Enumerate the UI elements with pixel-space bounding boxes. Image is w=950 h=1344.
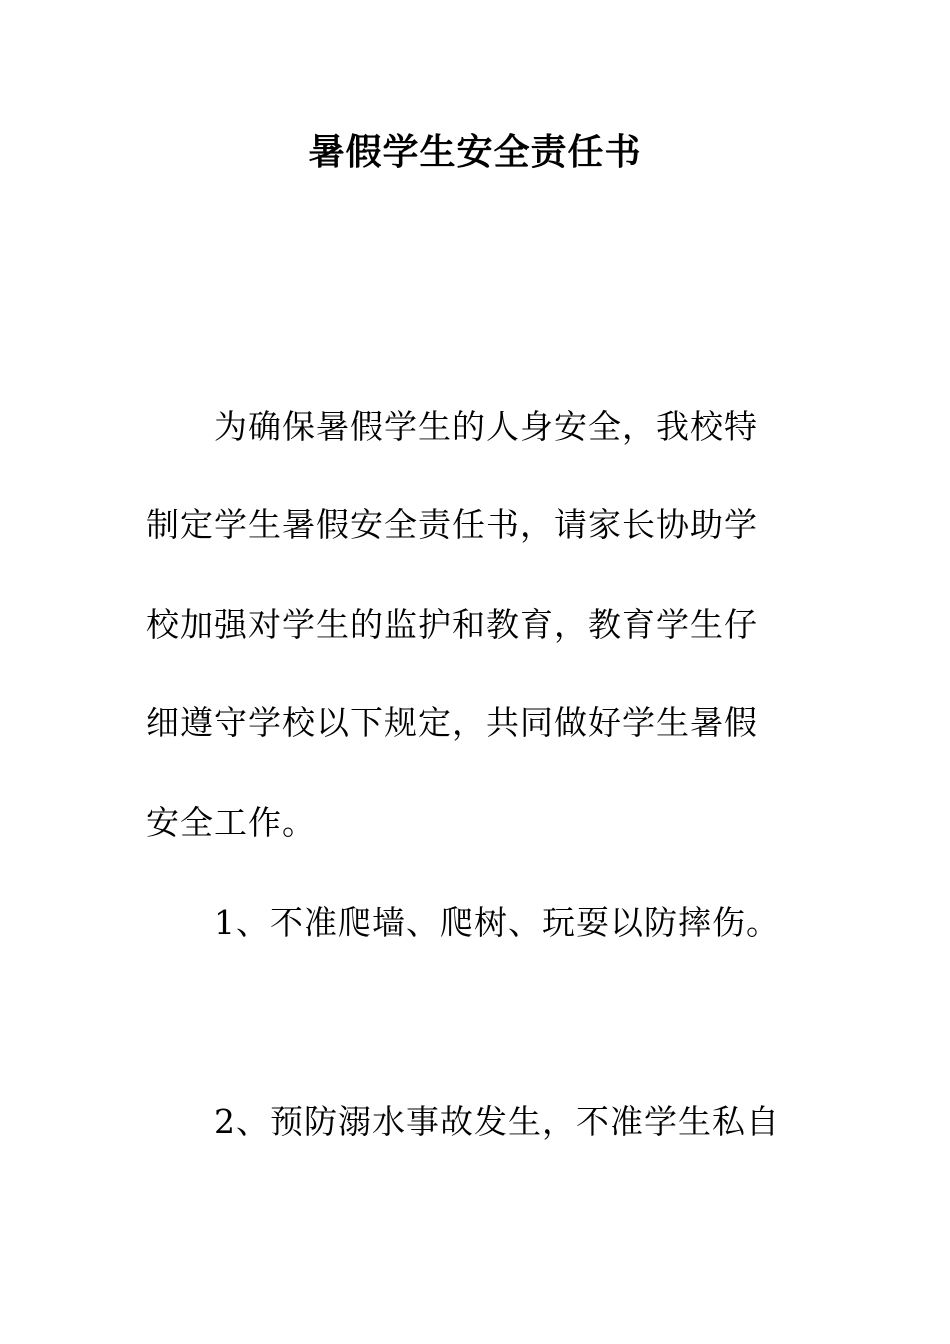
intro-line-1: 为确保暑假学生的人身安全，我校特 xyxy=(214,407,758,446)
document-title: 暑假学生安全责任书 xyxy=(308,132,642,173)
intro-line-3: 校加强对学生的监护和教育，教育学生仔 xyxy=(146,605,758,644)
intro-line-2: 制定学生暑假安全责任书，请家长协助学 xyxy=(146,505,758,544)
rule-item-2: 2、预防溺水事故发生，不准学生私自 xyxy=(214,1102,780,1141)
intro-line-5: 安全工作。 xyxy=(146,803,316,842)
intro-line-4: 细遵守学校以下规定，共同做好学生暑假 xyxy=(146,703,758,742)
rule-item-1: 1、不准爬墙、爬树、玩耍以防摔伤。 xyxy=(214,903,780,942)
